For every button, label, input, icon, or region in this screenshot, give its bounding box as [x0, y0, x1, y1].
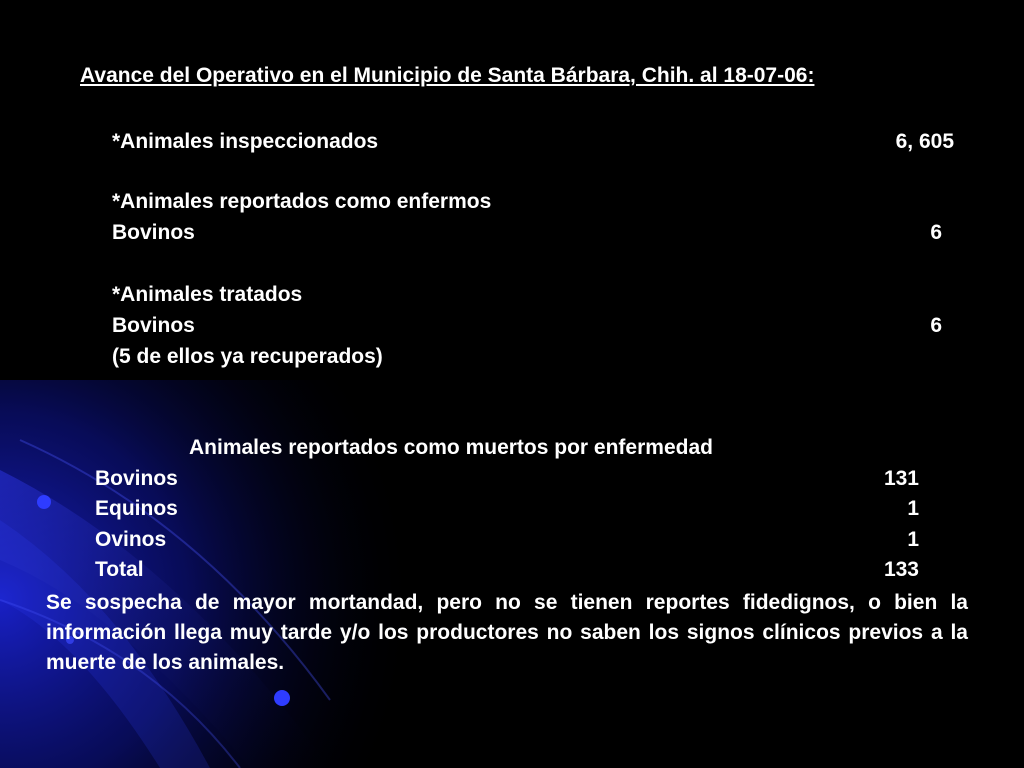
muertos-row-label: Ovinos	[95, 528, 167, 551]
muertos-heading: Animales reportados como muertos por enfermedad	[189, 436, 713, 459]
enfermos-heading: *Animales reportados como enfermos	[112, 190, 492, 213]
muertos-row-value: 1	[907, 528, 919, 551]
inspeccionados-value: 6, 605	[895, 130, 954, 153]
tratados-note: (5 de ellos ya recuperados)	[112, 345, 383, 368]
muertos-row-value: 131	[883, 467, 919, 490]
muertos-total-value: 133	[883, 558, 919, 581]
nota-paragraph: Se sospecha de mayor mortandad, pero no se tienen reportes fidedignos, o bien la información llega muy tarde y/o los productores no saben los signos clínicos previos a la muerte de los animales.	[46, 591, 968, 674]
muertos-row-value: 1	[907, 497, 919, 520]
tratados-value: 6	[930, 314, 942, 337]
enfermos-label: Bovinos	[112, 221, 195, 244]
slide-title: Avance del Operativo en el Municipio de Santa Bárbara, Chih. al 18-07-06:	[80, 64, 815, 87]
tratados-label: Bovinos	[112, 314, 195, 337]
enfermos-value: 6	[930, 221, 942, 244]
muertos-total-label: Total	[95, 558, 144, 581]
tratados-heading: *Animales tratados	[112, 283, 303, 306]
muertos-row-label: Equinos	[95, 497, 178, 520]
inspeccionados-label: *Animales inspeccionados	[112, 130, 379, 153]
muertos-row-label: Bovinos	[95, 467, 178, 490]
